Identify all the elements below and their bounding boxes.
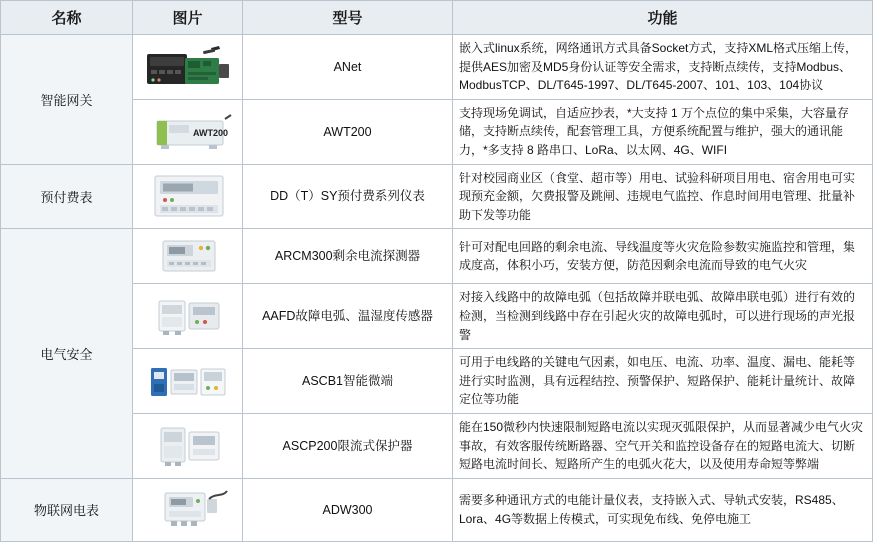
function-cell: 可用于电线路的关键电气因素，如电压、电流、功率、温度、漏电、能耗等进行实时监测，具有远程结控、预警保护、短路保护、能耗计量统计、故障定位等功能 [453,349,873,414]
model-cell: AWT200 [243,99,453,164]
product-image-cell [133,164,243,229]
function-cell: 能在150微秒内快速限制短路电流以实现灭弧限保护，从而显著减少电气火灾事故，有效客服传统断路器、空气开关和监控设备存在的短路电流大、切断短路电流时间长、短路所产生的电弧火花大，以及使用寿命短等弊端 [453,413,873,478]
ascp200-current-limiting-protector-photo [139,418,239,474]
anet-gateway-photo [139,42,239,92]
table-row [1,164,873,229]
table-header-row [1,1,873,35]
category-cell-electrical-safety: 电气安全 [1,229,133,479]
table-row [1,35,873,100]
product-image-cell [133,229,243,284]
table-header [1,1,873,35]
table-row [1,229,873,284]
function-cell: 需要多种通讯方式的电能计量仪表，支持嵌入式、导轨式安装，RS485、Lora、4G等数据上传模式，可实现免布线、免停电施工 [453,478,873,541]
model-cell: ANet [243,35,453,100]
table-row [1,478,873,541]
column-header-image: 图片 [133,1,243,35]
function-cell: 针可对配电回路的剩余电流、导线温度等火灾危险参数实施监控和管理，集成度高，体积小巧，安装方便，防范因剩余电流而导致的电气火灾 [453,229,873,284]
model-cell: ADW300 [243,478,453,541]
column-header-model: 型号 [243,1,453,35]
model-cell: DD（T）SY预付费系列仪表 [243,164,453,229]
product-image-cell [133,349,243,414]
prepaid-meter-photo [139,170,239,222]
category-cell-gateway: 智能网关 [1,35,133,165]
arcm300-residual-current-detector-photo [139,233,239,279]
category-cell-iot-meter: 物联网电表 [1,478,133,541]
product-image-cell [133,413,243,478]
column-header-name: 名称 [1,1,133,35]
model-cell: AAFD故障电弧、温湿度传感器 [243,284,453,349]
function-cell: 对接入线路中的故障电弧（包括故障并联电弧、故障串联电弧）进行有效的检测，当检测到线路中存在引起火灾的故障电弧时，可以进行现场的声光报警 [453,284,873,349]
aafd-fault-arc-sensor-photo [139,291,239,341]
function-cell: 支持现场免调试，自适应抄表，*大支持 1 万个点位的集中采集，大容量存储，支持断点续传，配套管理工具，方便系统配置与维护，强大的通讯能力，*多支持 8 路串口、LoRa、以太网、4G、WIFI [453,99,873,164]
table-body [1,35,873,542]
svg-text:AWT200: AWT200 [193,127,229,138]
product-image-cell [133,35,243,100]
column-header-function: 功能 [453,1,873,35]
awt200-gateway-photo [139,109,239,155]
adw300-iot-meter-photo [139,483,239,537]
function-cell: 嵌入式linux系统，网络通讯方式具备Socket方式，支持XML格式压缩上传，提供AES加密及MD5身份认证等安全需求，支持断点续传，支持Modbus、ModbusTCP、DL/T645-1997、DL/T645-2007、101、103、104协议 [453,35,873,100]
product-image-cell [133,478,243,541]
model-cell: ASCP200限流式保护器 [243,413,453,478]
product-image-cell [133,99,243,164]
function-cell: 针对校园商业区（食堂、超市等）用电、试验科研项目用电、宿舍用电可实现预充金额，欠费报警及跳闸、违规电气监控、作息时间用电管理、批量补助下发等功能 [453,164,873,229]
category-cell-prepaid: 预付费表 [1,164,133,229]
ascb1-smart-micro-breaker-photo [139,358,239,404]
product-image-cell [133,284,243,349]
model-cell: ASCB1智能微端 [243,349,453,414]
model-cell: ARCM300剩余电流探测器 [243,229,453,284]
